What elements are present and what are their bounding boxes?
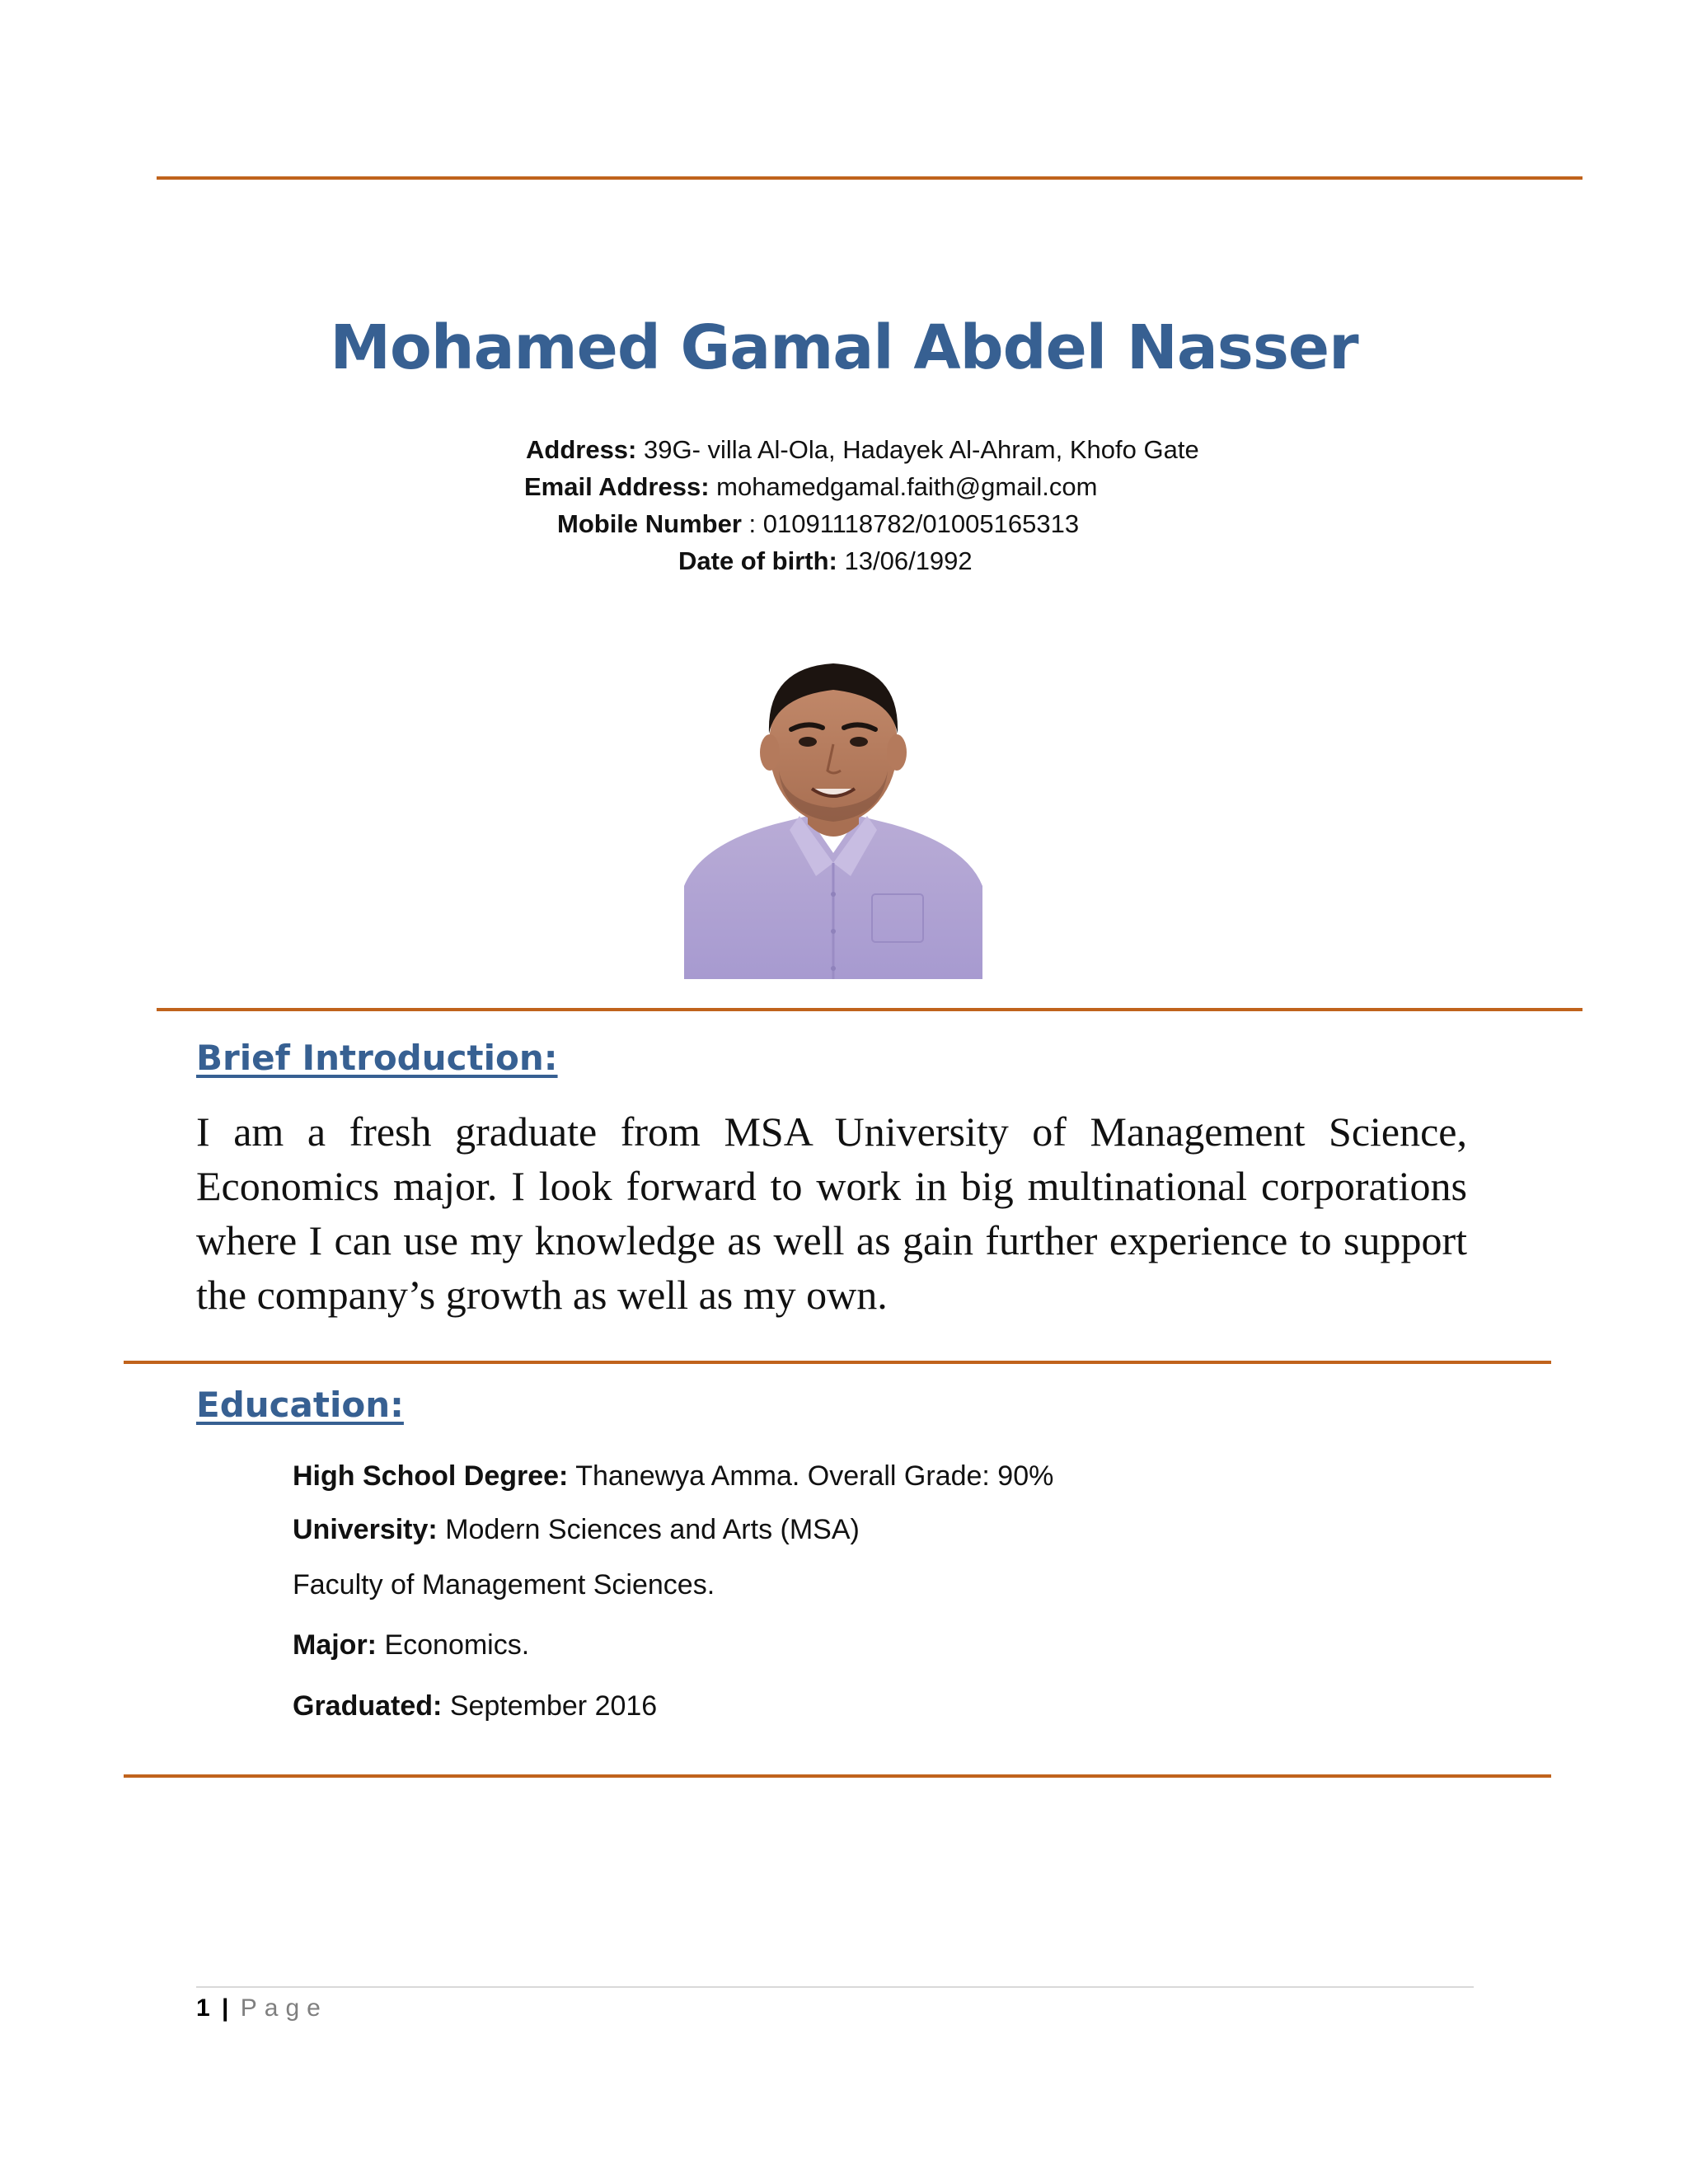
high-school-line — [293, 1462, 1053, 1490]
university-value: Modern Sciences and Arts (MSA) — [445, 1514, 860, 1545]
email-value: mohamedgamal.faith@gmail.com — [716, 472, 1098, 501]
address-label: Address: — [526, 435, 637, 464]
address-line — [526, 437, 1199, 462]
university-line — [293, 1516, 860, 1544]
graduated-label: Graduated: — [293, 1690, 443, 1722]
footer-divider — [196, 1986, 1474, 1988]
graduated-line — [293, 1692, 657, 1720]
dob-line — [678, 548, 973, 574]
email-line — [524, 474, 1097, 499]
page-word: Page — [240, 1994, 328, 2022]
mobile-label: Mobile Number — [557, 509, 742, 538]
major-line — [293, 1631, 529, 1659]
high-school-value: Thanewya Amma. Overall Grade: 90% — [575, 1460, 1054, 1492]
dob-label: Date of birth: — [678, 546, 837, 575]
mobile-value: : 01091118782/01005165313 — [748, 509, 1080, 538]
intro-heading: Brief Introduction: — [196, 1038, 558, 1078]
major-label: Major: — [293, 1629, 377, 1661]
major-value: Economics. — [384, 1629, 530, 1661]
address-value: 39G- villa Al-Ola, Hadayek Al-Ahram, Khofo Gate — [644, 435, 1199, 464]
education-bottom-divider — [124, 1774, 1551, 1778]
page-footer — [196, 1996, 328, 2021]
faculty-line — [293, 1571, 715, 1599]
page-number: 1 — [196, 1994, 210, 2022]
top-divider — [157, 176, 1582, 180]
high-school-label: High School Degree: — [293, 1460, 569, 1492]
university-label: University: — [293, 1514, 438, 1545]
portrait-photo — [684, 647, 982, 979]
faculty-value: Faculty of Management Sciences. — [293, 1569, 715, 1601]
education-top-divider — [124, 1361, 1551, 1364]
mobile-line — [557, 511, 1079, 537]
intro-paragraph: I am a fresh graduate from MSA University of Management Science, Economics major. I look forward to work in big multinational corporations where I can use my knowledge as well as gain further experience to support the company’s growth as well as my own. — [196, 1108, 1467, 1318]
page-separator: | — [222, 1994, 229, 2022]
dob-value: 13/06/1992 — [844, 546, 973, 575]
email-label: Email Address: — [524, 472, 710, 501]
candidate-name: Mohamed Gamal Abdel Nasser — [330, 312, 1358, 383]
education-heading: Education: — [196, 1385, 404, 1425]
intro-top-divider — [157, 1008, 1582, 1011]
graduated-value: September 2016 — [449, 1690, 658, 1722]
